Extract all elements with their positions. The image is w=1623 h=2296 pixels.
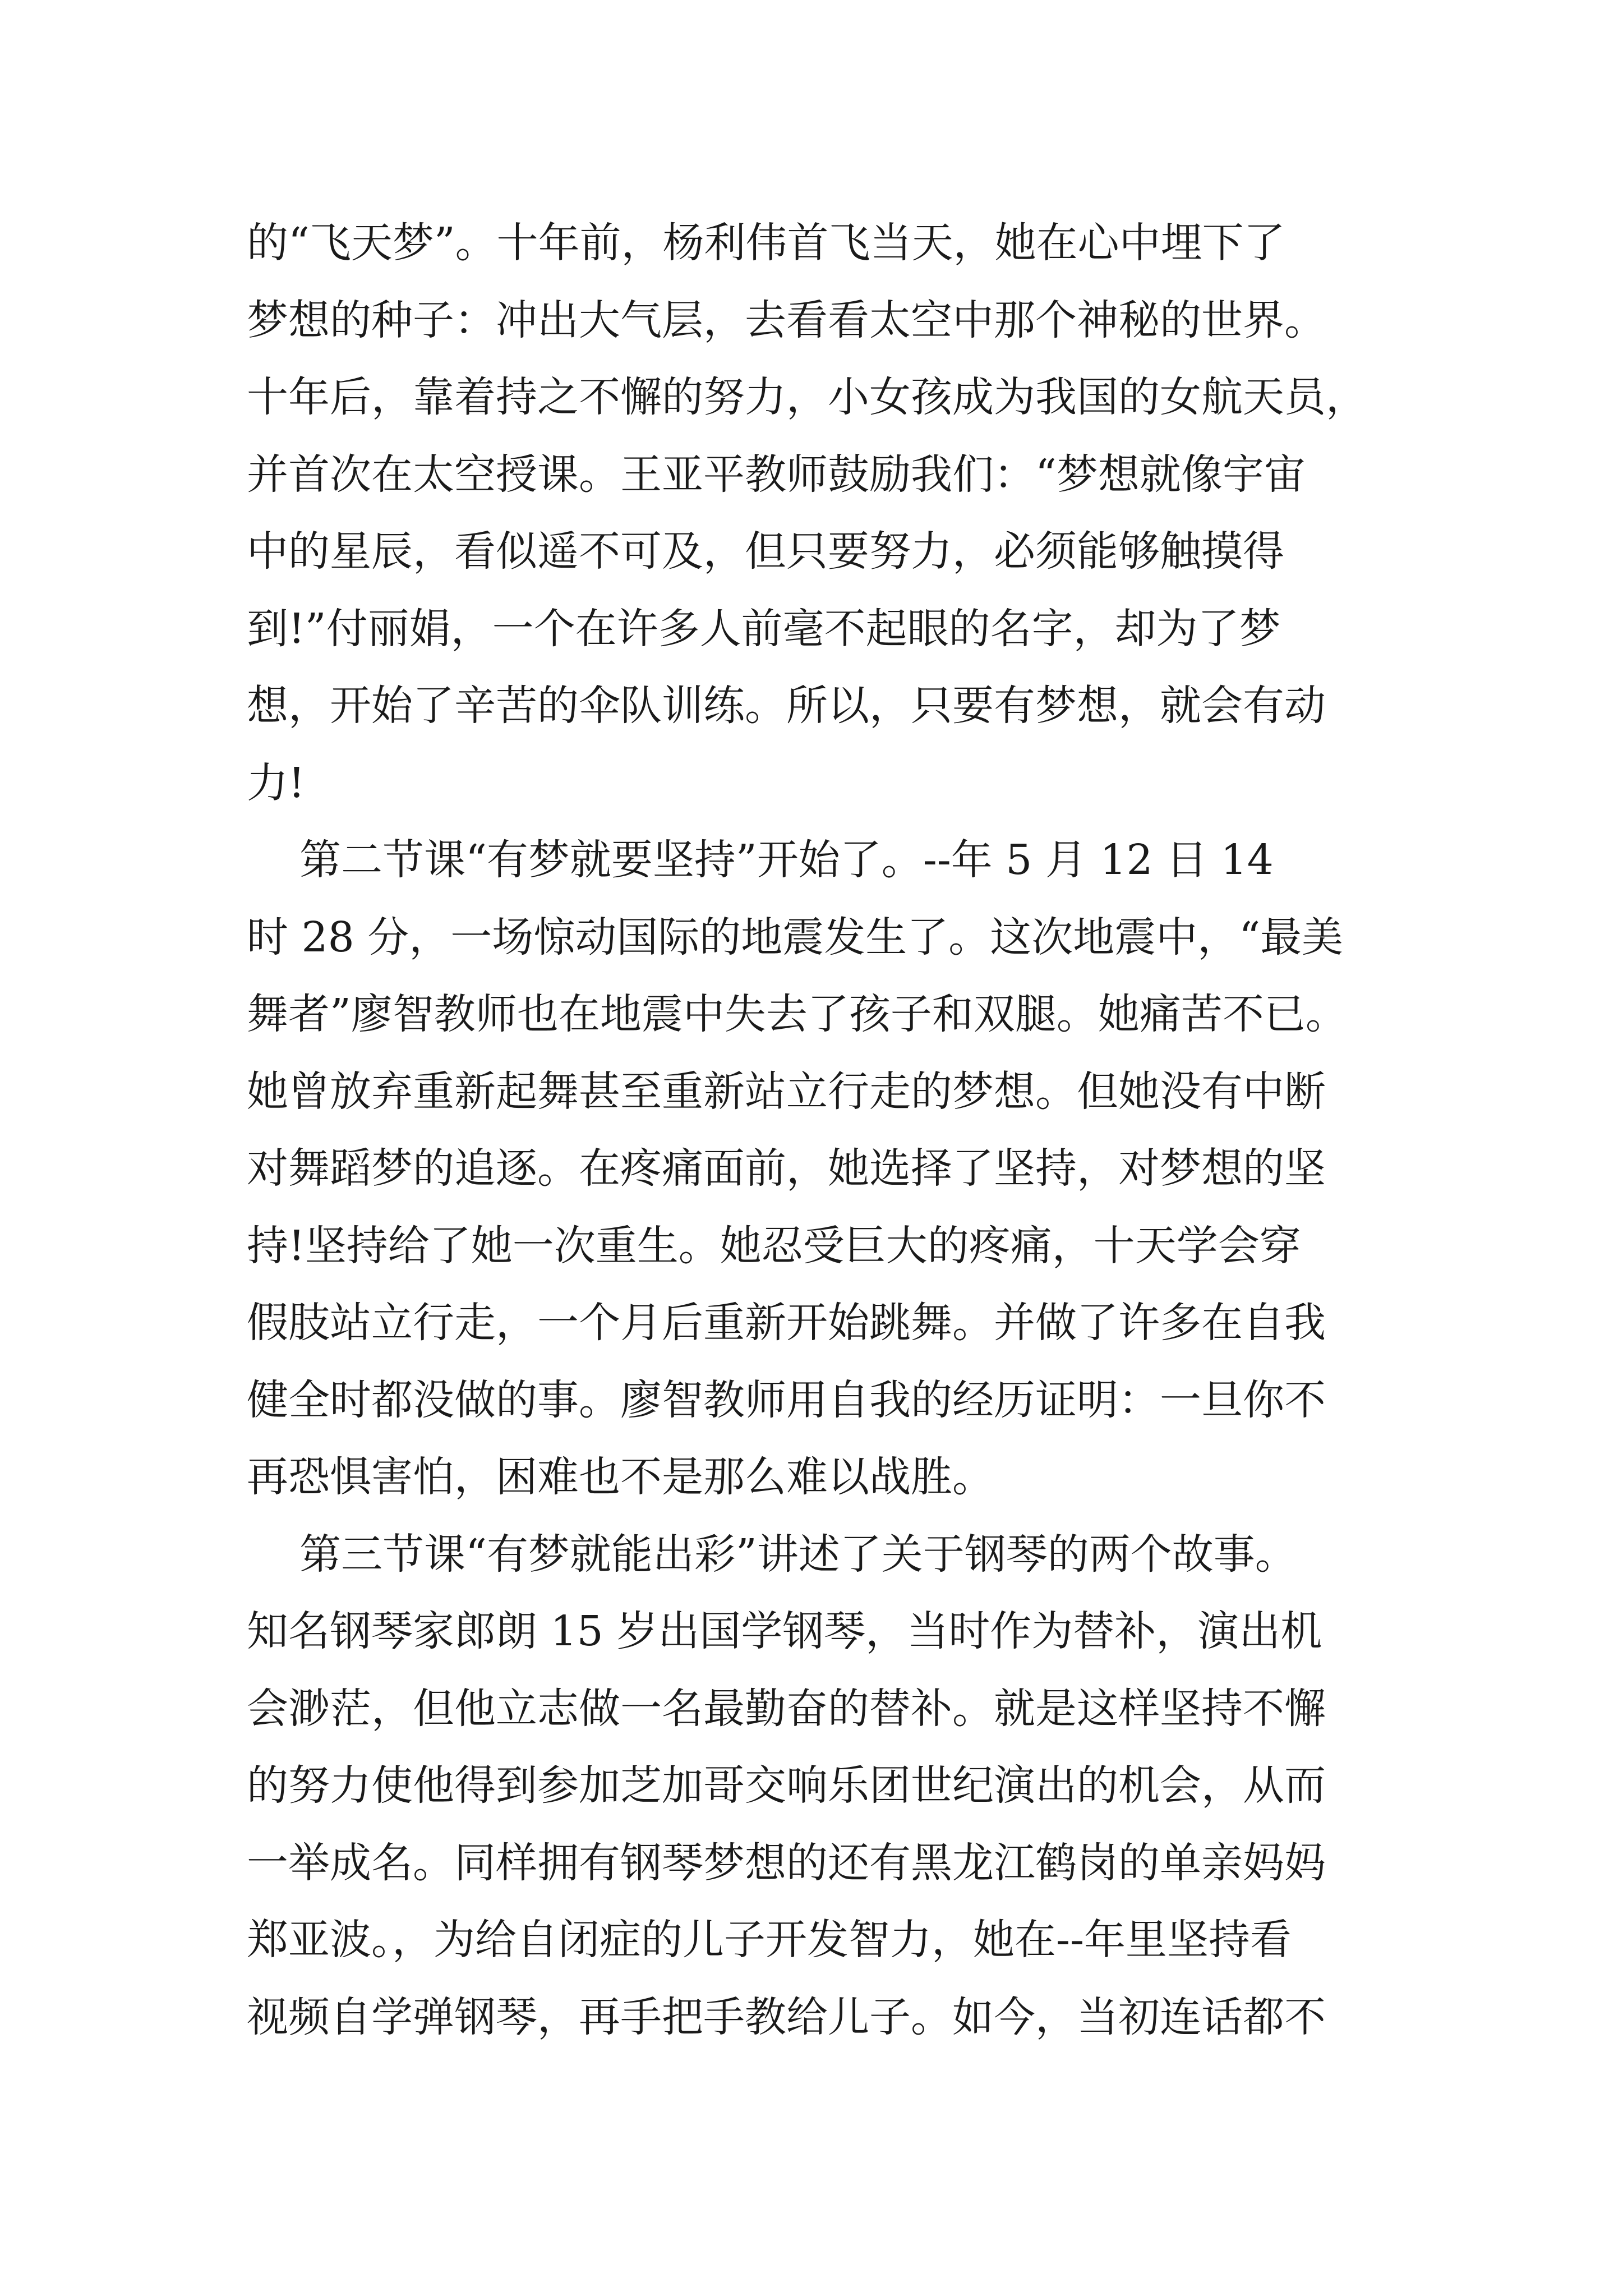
text-line: 梦想的种子：冲出大气层，去看看太空中那个神秘的世界。: [247, 296, 1326, 344]
text-line: 十年后，靠着持之不懈的努力，小女孩成为我国的女航天员，: [247, 373, 1367, 421]
text-line: 视频自学弹钢琴，再手把手教给儿子。如今，当初连话都不: [247, 1993, 1326, 2041]
text-line: 的努力使他得到参加芝加哥交响乐团世纪演出的机会，从而: [247, 1761, 1326, 1810]
text-line: 健全时都没做的事。廖智教师用自我的经历证明：一旦你不: [247, 1375, 1326, 1424]
text-line: 知名钢琴家郎朗 15 岁出国学钢琴，当时作为替补，演出机: [247, 1607, 1322, 1655]
text-line: 再恐惧害怕，困难也不是那么难以战胜。: [247, 1453, 994, 1501]
text-line: 到!”付丽娟，一个在许多人前毫不起眼的名字，却为了梦: [247, 604, 1281, 653]
text-line: 持!坚持给了她一次重生。她忍受巨大的疼痛，十天学会穿: [247, 1221, 1301, 1270]
text-line: 并首次在太空授课。王亚平教师鼓励我们：“梦想就像宇宙: [247, 450, 1306, 499]
body-text: [247, 205, 1391, 2056]
text-line: 中的星辰，看似遥不可及，但只要努力，必须能够触摸得: [247, 527, 1284, 576]
text-line: 第二节课“有梦就要坚持”开始了。--年 5 月 12 日 14: [247, 836, 1274, 884]
text-line: 她曾放弃重新起舞甚至重新站立行走的梦想。但她没有中断: [247, 1067, 1326, 1116]
text-line: 想，开始了辛苦的伞队训练。所以，只要有梦想，就会有动: [247, 682, 1326, 730]
text-line: 力!: [247, 758, 305, 807]
text-line: 的“飞天梦”。十年前，杨利伟首飞当天，她在心中埋下了: [247, 219, 1285, 267]
text-line: 郑亚波。，为给自闭症的儿子开发智力，她在--年里坚持看: [247, 1916, 1292, 1964]
text-line: 舞者”廖智教师也在地震中失去了孩子和双腿。她痛苦不已。: [247, 990, 1347, 1038]
text-line: 第三节课“有梦就能出彩”讲述了关于钢琴的两个故事。: [247, 1530, 1297, 1579]
text-line: 假肢站立行走，一个月后重新开始跳舞。并做了许多在自我: [247, 1299, 1326, 1347]
text-line: 时 28 分，一场惊动国际的地震发生了。这次地震中，“最美: [247, 913, 1344, 961]
text-line: 对舞蹈梦的追逐。在疼痛面前，她选择了坚持，对梦想的坚: [247, 1144, 1326, 1193]
text-line: 一举成名。同样拥有钢琴梦想的还有黑龙江鹤岗的单亲妈妈: [247, 1838, 1326, 1887]
text-line: 会渺茫，但他立志做一名最勤奋的替补。就是这样坚持不懈: [247, 1684, 1326, 1733]
